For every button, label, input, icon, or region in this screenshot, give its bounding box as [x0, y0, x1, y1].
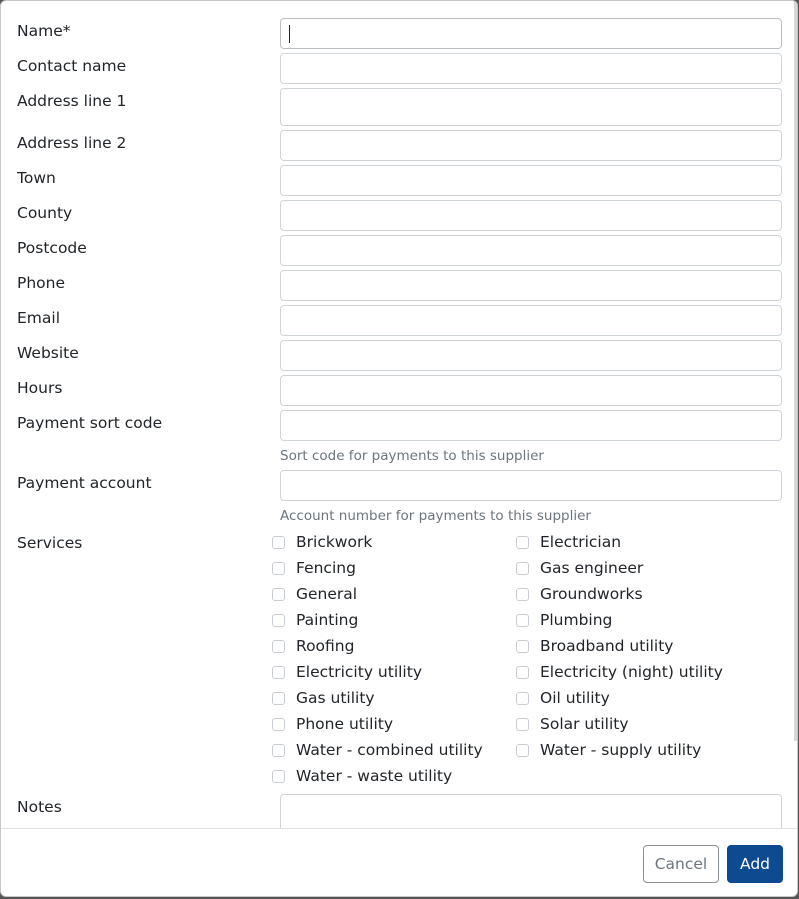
service-label: Water - combined utility: [296, 741, 483, 759]
notes-label: Notes: [17, 798, 62, 816]
address-line-2-input[interactable]: [280, 130, 782, 161]
email-label: Email: [17, 309, 61, 327]
service-label: General: [296, 585, 358, 603]
service-checkbox-broadband-utility[interactable]: [516, 634, 673, 658]
service-label: Brickwork: [296, 533, 373, 551]
service-checkbox-gas-utility[interactable]: [272, 686, 375, 710]
checkbox-icon[interactable]: [516, 536, 529, 549]
service-checkbox-painting[interactable]: [272, 608, 358, 632]
town-input[interactable]: [280, 165, 782, 196]
payment-account-input[interactable]: [280, 470, 782, 501]
checkbox-icon[interactable]: [272, 692, 285, 705]
service-label: Electricity (night) utility: [540, 663, 723, 681]
service-checkbox-water-supply-utility[interactable]: [516, 738, 701, 762]
postcode-label: Postcode: [17, 239, 87, 257]
checkbox-icon[interactable]: [272, 744, 285, 757]
checkbox-icon[interactable]: [272, 588, 285, 601]
payment-sort-code-label: Payment sort code: [17, 414, 163, 432]
checkbox-icon[interactable]: [516, 666, 529, 679]
service-checkbox-plumbing[interactable]: [516, 608, 612, 632]
notes-textarea[interactable]: [280, 794, 782, 828]
checkbox-icon[interactable]: [272, 640, 285, 653]
checkbox-icon[interactable]: [516, 692, 529, 705]
service-checkbox-roofing[interactable]: [272, 634, 354, 658]
service-checkbox-brickwork[interactable]: [272, 530, 372, 554]
service-label: Gas utility: [296, 689, 375, 707]
payment-sort-code-help-text: Sort code for payments to this supplier: [280, 448, 544, 464]
address-line-1-input[interactable]: [280, 88, 782, 126]
payment-sort-code-input[interactable]: [280, 410, 782, 441]
service-label: Gas engineer: [540, 559, 644, 577]
name-input[interactable]: [280, 18, 782, 49]
phone-input[interactable]: [280, 270, 782, 301]
service-label: Roofing: [296, 637, 355, 655]
service-label: Broadband utility: [540, 637, 674, 655]
county-input[interactable]: [280, 200, 782, 231]
service-label: Fencing: [296, 559, 356, 577]
service-checkbox-general[interactable]: [272, 582, 357, 606]
service-label: Groundworks: [540, 585, 643, 603]
town-label: Town: [17, 169, 56, 187]
checkbox-icon[interactable]: [516, 744, 529, 757]
add-button[interactable]: Add: [727, 845, 783, 883]
checkbox-icon[interactable]: [516, 718, 529, 731]
checkbox-icon[interactable]: [516, 640, 529, 653]
postcode-input[interactable]: [280, 235, 782, 266]
service-checkbox-fencing[interactable]: [272, 556, 356, 580]
checkbox-icon[interactable]: [516, 614, 529, 627]
service-label: Electrician: [540, 533, 622, 551]
checkbox-icon[interactable]: [516, 588, 529, 601]
service-label: Water - waste utility: [296, 767, 453, 785]
contact-name-label: Contact name: [17, 57, 127, 75]
service-label: Phone utility: [296, 715, 394, 733]
services-label: Services: [17, 534, 83, 552]
service-checkbox-water-waste-utility[interactable]: [272, 764, 452, 788]
service-checkbox-phone-utility[interactable]: [272, 712, 393, 736]
checkbox-icon[interactable]: [272, 562, 285, 575]
text-caret: [289, 25, 290, 43]
checkbox-icon[interactable]: [272, 718, 285, 731]
email-input[interactable]: [280, 305, 782, 336]
service-label: Painting: [296, 611, 359, 629]
payment-account-help-text: Account number for payments to this supplier: [280, 508, 591, 524]
service-checkbox-oil-utility[interactable]: [516, 686, 610, 710]
checkbox-icon[interactable]: [516, 562, 529, 575]
hours-label: Hours: [17, 379, 63, 397]
county-label: County: [17, 204, 73, 222]
service-checkbox-groundworks[interactable]: [516, 582, 643, 606]
service-label: Water - supply utility: [540, 741, 702, 759]
address-line-1-label: Address line 1: [17, 92, 127, 110]
service-label: Oil utility: [540, 689, 610, 707]
checkbox-icon[interactable]: [272, 770, 285, 783]
service-checkbox-electrician[interactable]: [516, 530, 621, 554]
checkbox-icon[interactable]: [272, 666, 285, 679]
service-label: Plumbing: [540, 611, 613, 629]
service-label: Electricity utility: [296, 663, 422, 681]
dialog-body: [1, 1, 797, 828]
scrollbar[interactable]: [794, 1, 797, 741]
service-label: Solar utility: [540, 715, 629, 733]
service-checkbox-solar-utility[interactable]: [516, 712, 629, 736]
contact-name-input[interactable]: [280, 53, 782, 84]
address-line-2-label: Address line 2: [17, 134, 127, 152]
service-checkbox-gas-engineer[interactable]: [516, 556, 643, 580]
phone-label: Phone: [17, 274, 66, 292]
service-checkbox-electricity-night-utility[interactable]: [516, 660, 723, 684]
name-label: Name*: [17, 22, 71, 40]
website-label: Website: [17, 344, 79, 362]
checkbox-icon[interactable]: [272, 536, 285, 549]
service-checkbox-water-combined-utility[interactable]: [272, 738, 483, 762]
service-checkbox-electricity-utility[interactable]: [272, 660, 422, 684]
checkbox-icon[interactable]: [272, 614, 285, 627]
dialog-footer: [1, 828, 797, 896]
website-input[interactable]: [280, 340, 782, 371]
cancel-button[interactable]: Cancel: [643, 845, 719, 883]
hours-input[interactable]: [280, 375, 782, 406]
payment-account-label: Payment account: [17, 474, 152, 492]
